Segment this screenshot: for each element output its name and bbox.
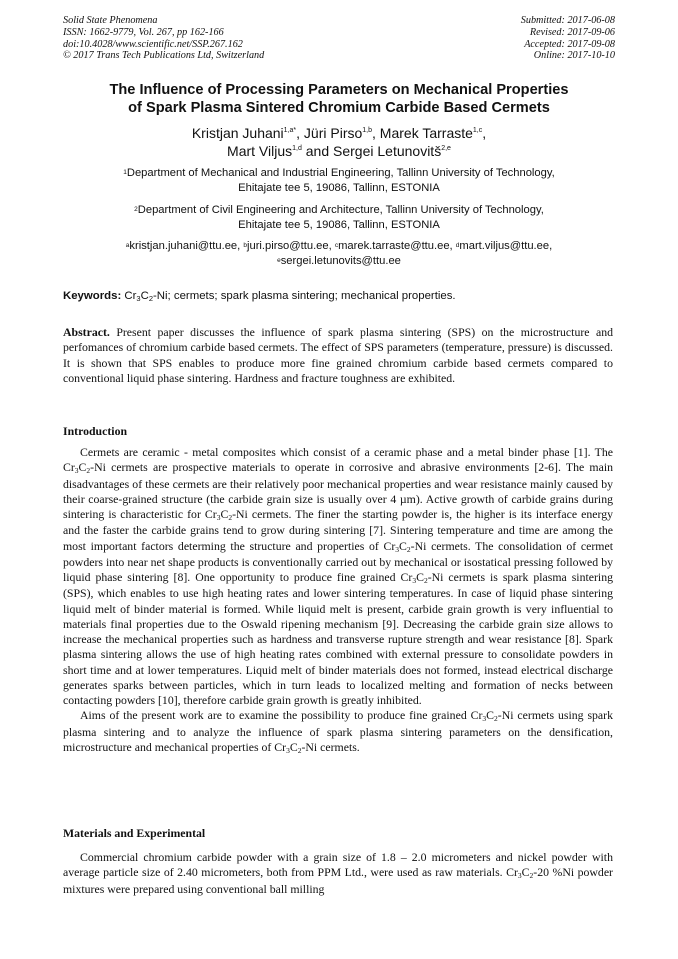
issn-line: ISSN: 1662-9779, Vol. 267, pp 162-166: [63, 26, 224, 38]
keyword-text: -Ni; cermets; spark plasma sintering; mechanical properties.: [153, 290, 456, 302]
online-date: Online: 2017-10-10: [533, 50, 615, 62]
abstract-label: Abstract.: [63, 325, 110, 339]
affiliation-text: Department of Civil Engineering and Architecture, Tallinn University of Technology,: [137, 204, 544, 216]
keywords-label: Keywords:: [63, 290, 122, 302]
author-superscript: 2,e: [441, 145, 451, 152]
author-name: Jüri Pirso: [303, 125, 363, 141]
authors-line-1: [40, 124, 638, 142]
revised-date: Revised: 2017-09-06: [529, 26, 615, 38]
emails-line-2: [40, 254, 638, 269]
email-superscript: e: [277, 257, 281, 264]
author-superscript: 1,c: [472, 127, 483, 134]
subscript: 2: [423, 576, 428, 585]
formula-text: C: [220, 507, 229, 521]
subscript: 2: [494, 714, 498, 724]
paragraph-text: -Ni cermets. The finer the starting powder is, the higher is its interface energy and the faster the carbide grains tend to grow during sintering [7]. Sintering temperature and time are among the most important factors determing the structure and properties of Cr: [63, 507, 613, 553]
affiliation-line: [40, 203, 638, 218]
subscript: 3: [136, 294, 141, 303]
subscript: 3: [286, 745, 290, 755]
affiliation-2: [40, 203, 638, 233]
keyword-text: Cr: [121, 290, 137, 302]
emails-line-1: [40, 239, 638, 254]
author-list: [40, 124, 638, 160]
email-address: marek.tarraste@ttu.ee,: [338, 240, 456, 252]
section-heading-introduction: Introduction: [63, 424, 128, 438]
subscript: 3: [395, 544, 400, 554]
title-line-2: of Spark Plasma Sintered Chromium Carbide Based Cermets: [128, 100, 550, 116]
author-superscript: 1,d: [292, 145, 302, 152]
affiliation-1: [40, 166, 638, 196]
email-superscript: d: [455, 242, 460, 249]
paragraph-text: -20 %Ni powder mixtures were prepared using conventional ball milling: [63, 865, 613, 896]
subscript: 3: [74, 466, 79, 476]
paragraph: [63, 850, 613, 897]
subscript: 2: [148, 294, 153, 303]
email-address: mart.viljus@ttu.ee,: [459, 240, 553, 252]
subscript: 2: [86, 466, 91, 476]
formula-text: C: [521, 865, 530, 880]
subscript: 3: [482, 714, 487, 724]
authors-line-2: [40, 142, 638, 160]
author-separator: ,: [372, 125, 380, 141]
email-superscript: a: [125, 242, 130, 249]
author-name: Sergei Letunovitš: [333, 143, 442, 159]
submitted-date: Submitted: 2017-06-08: [520, 15, 615, 26]
paragraph-text: -Ni cermets is spark plasma sintering (SPS), which enables to use high heating rates and lower sintering temperatures. In case of liquid phase sintering liquid melt of binder material is formed. While liquid melt is present, carbide grain growth is very influential to materials final properties due to the Oswald ripening mechanism [9]. Decreasing the carbide grain size allows to increase the mechanical properties such as hardness and transverse rupture strength and wear resistance [8]. Spark plasma sintering allows the use of high heating rates combined with external pressure to consolidate powders in short time and at lower temperatures. Liquid melt of binder materials does not formed, instead electrical discharge generates sparks between particles, which in turn leads to localized melting and formation of necks between contacting powders [10], therefore carbide grain growth is greatly inhibited.: [63, 570, 613, 707]
paragraph-text: -Ni cermets.: [301, 739, 360, 754]
affiliation-text: Department of Mechanical and Industrial Engineering, Tallinn University of Technology,: [126, 167, 555, 179]
paragraph-text: Commercial chromium carbide powder with a grain size of 1.8 – 2.0 micrometers and nickel powder with average particle size of 2.40 micrometers, both from PPM Ltd., were used as raw materials. Cr: [63, 850, 613, 880]
author-superscript: 1,b: [362, 127, 373, 134]
subscript: 3: [517, 871, 522, 881]
subscript: 2: [297, 745, 302, 755]
subscript: 3: [216, 513, 221, 522]
paragraph-text: Aims of the present work are to examine the possibility to produce fine grained Cr: [80, 708, 483, 723]
formula-text: C: [416, 570, 424, 584]
affiliation-superscript: 1: [123, 169, 127, 176]
author-separator: ,: [482, 125, 487, 141]
author-name: Kristjan Juhani: [191, 125, 284, 141]
journal-name: Solid State Phenomena: [63, 15, 158, 26]
keyword-text: C: [140, 290, 149, 302]
publication-dates: [521, 15, 615, 62]
affiliation-address: Ehitajate tee 5, 19086, Tallinn, ESTONIA: [238, 182, 440, 194]
paragraph-text: -Ni cermets. The consolidation of cermet powders into near net shape products is conventionally carried out by mechanical or isostatical pressing followed by liquid phase sintering [8]. One opportunity to produce fine grained Cr: [63, 538, 613, 584]
formula-text: C: [486, 708, 495, 723]
paragraph-text: Cermets are ceramic - metal composites which consist of a ceramic phase and a metal binder phase [1]. The Cr: [63, 445, 613, 475]
author-superscript: 1,a*: [283, 127, 297, 134]
formula-text: C: [78, 460, 87, 475]
doi-line: doi:10.4028/www.scientific.net/SSP.267.162: [63, 38, 243, 50]
formula-text: C: [399, 538, 407, 553]
paragraph-text: -Ni cermets using spark plasma sintering and to analyze the influence of spark plasma sintering parameters on the densification, microstructure and mechanical properties of Cr: [63, 708, 613, 754]
author-emails: [40, 239, 638, 269]
keywords: [63, 289, 615, 304]
formula-text: C: [289, 739, 298, 754]
journal-info: [63, 15, 264, 62]
author-name: Marek Tarraste: [379, 125, 473, 141]
affiliation-line: [40, 166, 638, 181]
email-superscript: c: [334, 242, 339, 249]
abstract-paragraph: [63, 325, 613, 386]
author-separator: ,: [296, 125, 304, 141]
copyright-line: © 2017 Trans Tech Publications Ltd, Switzerland: [63, 50, 265, 62]
email-superscript: b: [243, 242, 247, 249]
subscript: 2: [406, 544, 411, 554]
affiliation-address: Ehitajate tee 5, 19086, Tallinn, ESTONIA: [238, 219, 440, 231]
paper-title: [40, 81, 638, 117]
paragraph: [63, 445, 613, 708]
subscript: 2: [228, 513, 233, 522]
accepted-date: Accepted: 2017-09-08: [524, 38, 615, 50]
title-line-1: The Influence of Processing Parameters on Mechanical Properties: [109, 82, 569, 98]
email-address: sergei.letunovits@ttu.ee: [280, 255, 401, 267]
author-separator: and: [301, 143, 334, 159]
author-name: Mart Viljus: [227, 143, 293, 159]
affiliation-superscript: 2: [134, 206, 138, 213]
paragraph: [63, 708, 613, 756]
abstract-text: Present paper discusses the influence of spark plasma sintering (SPS) on the microstructure and perfomances of chromium carbide based cermets. The effect of SPS parameters (temperature, pressure) is discussed. It is shown that SPS enables to produce more fine grained chromium carbide based cermets compared to conventional liquid phase sintering. Hardness and fracture toughness are exhibited.: [63, 325, 613, 385]
subscript: 3: [412, 576, 417, 585]
subscript: 2: [529, 871, 534, 881]
paragraph-text: -Ni cermets are prospective materials to operate in corrosive and abrasive environments [2-6]. The main disadvantages of these cermets are their relatively poor mechanical properties and wear resistance mainly caused by their coarse-grained structure (the carbide grain size is usually over 4 µm). Active growth of carbide grains during sintering is characteristic for Cr: [63, 460, 613, 521]
introduction-body: [63, 445, 613, 756]
section-heading-materials: Materials and Experimental: [63, 826, 206, 840]
abstract: [63, 325, 613, 386]
materials-body: [63, 850, 613, 897]
email-address: juri.pirso@ttu.ee,: [247, 240, 335, 252]
email-address: kristjan.juhani@ttu.ee,: [129, 240, 244, 252]
